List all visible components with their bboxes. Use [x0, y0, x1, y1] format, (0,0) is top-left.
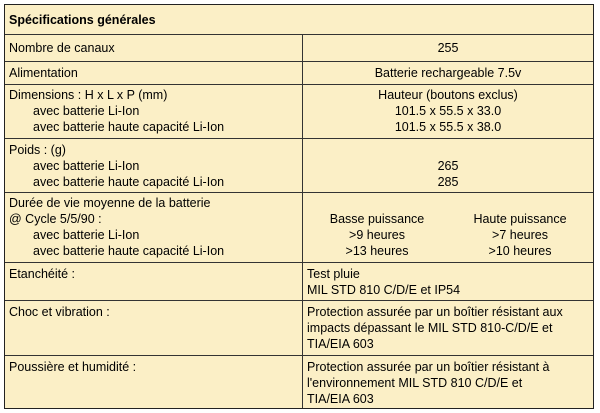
row-label-block — [9, 195, 301, 259]
row-value: 285 — [437, 175, 459, 189]
table-row — [5, 355, 593, 408]
row-value-header: Hauteur (boutons exclus) — [378, 88, 518, 102]
table-title: Spécifications générales — [9, 13, 156, 27]
row-value: Protection assurée par un boîtier résistant aux — [307, 305, 563, 319]
row-value-block — [307, 359, 589, 407]
row-label-block — [9, 87, 301, 135]
row-label: Choc et vibration : — [9, 305, 110, 319]
row-value: >10 heures — [488, 244, 552, 258]
high-power-column — [450, 211, 590, 259]
row-value: 101.5 x 55.5 x 33.0 — [394, 104, 502, 118]
table-row — [5, 61, 593, 84]
row-label: Etanchéité : — [9, 267, 76, 281]
row-sublabel: avec batterie haute capacité Li-Ion — [33, 244, 225, 258]
row-value: TIA/EIA 603 — [307, 392, 374, 406]
row-value-block — [307, 266, 589, 298]
row-sublabel: avec batterie Li-Ion — [33, 159, 140, 173]
row-value: >13 heures — [345, 244, 409, 258]
row-value: 101.5 x 55.5 x 38.0 — [394, 120, 502, 134]
row-label: @ Cycle 5/5/90 : — [9, 212, 102, 226]
table-row — [5, 300, 593, 355]
row-label-block — [9, 142, 301, 190]
table-row — [5, 138, 593, 192]
table-row — [5, 262, 593, 300]
row-label: Dimensions : H x L x P (mm) — [9, 88, 168, 102]
column-header: Haute puissance — [473, 212, 567, 226]
row-label: Durée de vie moyenne de la batterie — [9, 196, 211, 210]
row-value: 265 — [437, 159, 459, 173]
row-value: l'environnement MIL STD 810 C/D/E et — [307, 376, 523, 390]
row-value-block — [307, 158, 589, 190]
row-sublabel: avec batterie haute capacité Li-Ion — [33, 120, 225, 134]
row-value: TIA/EIA 603 — [307, 337, 374, 351]
row-label: Poids : (g) — [9, 143, 66, 157]
row-value-block — [307, 87, 589, 135]
row-label: Nombre de canaux — [9, 41, 115, 55]
row-value: MIL STD 810 C/D/E et IP54 — [307, 283, 461, 297]
row-sublabel: avec batterie Li-Ion — [33, 104, 140, 118]
row-value: >7 heures — [492, 228, 548, 242]
table-row — [5, 84, 593, 138]
row-value: 255 — [437, 41, 459, 55]
row-value: Batterie rechargeable 7.5v — [374, 66, 522, 80]
row-label: Alimentation — [9, 66, 78, 80]
column-header: Basse puissance — [329, 212, 425, 226]
spec-table — [4, 4, 594, 409]
title-row — [5, 5, 593, 34]
row-value-block — [307, 211, 589, 261]
table-row — [5, 192, 593, 262]
row-value: impacts dépassant le MIL STD 810-C/D/E et — [307, 321, 553, 335]
table-row — [5, 34, 593, 61]
row-label: Poussière et humidité : — [9, 360, 137, 374]
row-sublabel: avec batterie Li-Ion — [33, 228, 140, 242]
row-sublabel: avec batterie haute capacité Li-Ion — [33, 175, 225, 189]
row-value: Test pluie — [307, 267, 360, 281]
row-value-block — [307, 304, 589, 352]
row-value: Protection assurée par un boîtier résistant à — [307, 360, 550, 374]
row-value: >9 heures — [349, 228, 405, 242]
low-power-column — [307, 211, 447, 259]
